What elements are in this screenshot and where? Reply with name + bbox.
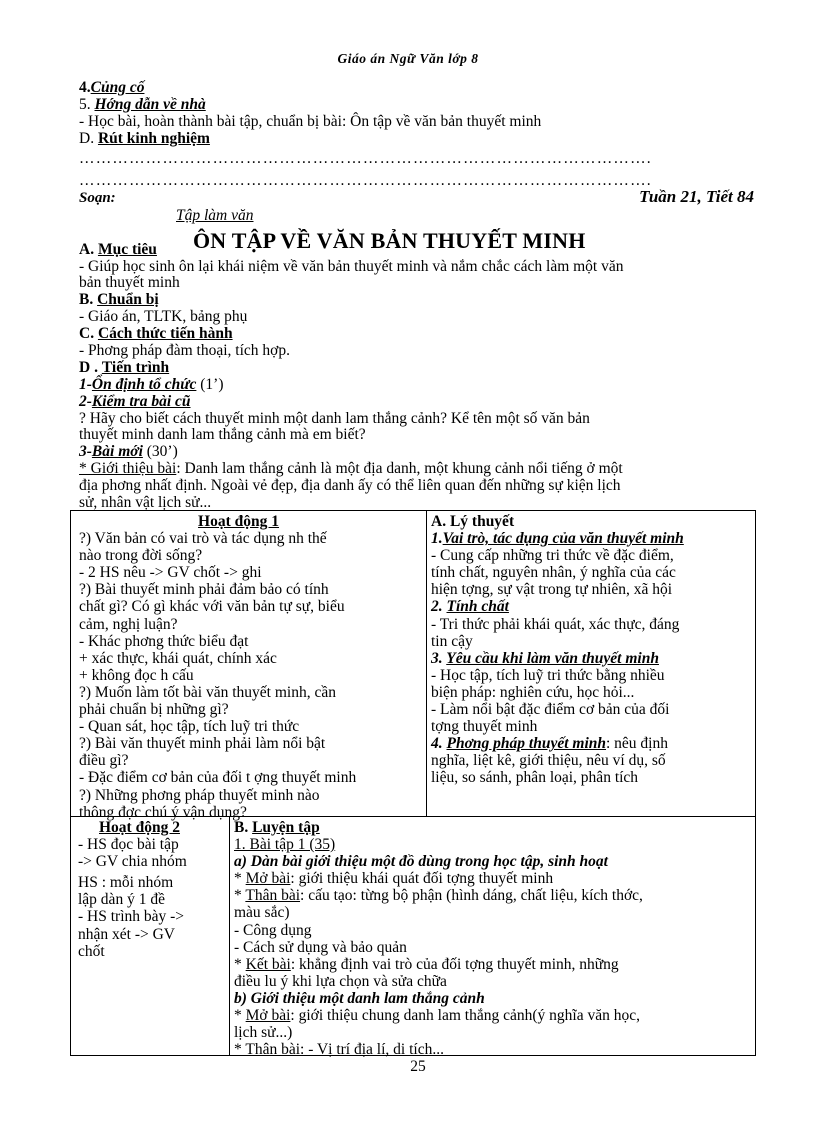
activity-1-line: ?) Muốn làm tốt bài văn thuyết minh, cần <box>79 683 336 701</box>
activity-1-line: + xác thực, khái quát, chính xác <box>79 649 277 667</box>
soan-label: Soạn: <box>79 190 116 206</box>
objective-c: C. Cách thức tiến hành <box>79 325 233 342</box>
activity-1-line: nào trong đời sống? <box>79 547 203 565</box>
step-2: 2-Kiểm tra bài cũ <box>79 393 191 410</box>
step-2-question: ? Hãy cho biết cách thuyết minh một danh lam thắng cảnh? Kể tên một số văn bản <box>79 410 590 427</box>
activity-1-line: phải chuẩn bị những gì? <box>79 701 229 719</box>
theory-line: - Tri thức phải khái quát, xác thực, đáng <box>431 615 680 633</box>
activity-1-line: ?) Bài thuyết minh phải đảm bảo có tính <box>79 581 329 599</box>
intro-text-3: sử, nhân vật lịch sử... <box>79 494 212 511</box>
step-2-question-2: thuyết minh danh lam thắng cảnh mà em biết? <box>79 426 366 443</box>
activity-1-heading: Hoạt động 1 <box>198 513 279 530</box>
theory-line: tợng thuyết minh <box>431 718 538 736</box>
activity-1-line: thông đợc chú ý vận dụng? <box>79 803 247 821</box>
objective-c-text: - Phơng pháp đàm thoại, tích hợp. <box>79 342 290 359</box>
theory-heading: A. Lý thuyết <box>431 513 515 530</box>
activity-2-cell <box>70 816 230 1056</box>
objective-a-text: - Giúp học sinh ôn lại khái niệm về văn bản thuyết minh và nắm chắc cách làm một văn <box>79 258 624 275</box>
page-title: ÔN TẬP VỀ VĂN BẢN THUYẾT MINH <box>193 228 586 253</box>
step-3: 3-Bài mới (30’) <box>79 443 178 460</box>
dotted-line-2: …………………………………………………………………………………………. <box>79 172 652 189</box>
objective-b: B. Chuẩn bị <box>79 291 159 308</box>
theory-line: tin cậy <box>431 632 473 650</box>
activity-2-line: lập dàn ý 1 đề <box>78 891 165 909</box>
theory-cell: A. Lý thuyết 1.Vai trò, tác dụng của văn thuyết minh - Cung cấp những tri thức về đặc điểm, tính chất, nguyên nhân, ý nghĩa của các hiện tợng, sự vật trong tự nhiên, xã hội 2. Tính chất - Tri thức phải khái quát, xác thực, đáng tin cậy 3. Yêu cầu khi làm văn thuyết minh - Học tập, tích luỹ tri thức bằng nhiều biện pháp: nghiên cứu, học hỏi... - Làm nổi bật đặc điểm cơ bản của đối tợng thuyết minh 4. Phơng pháp thuyết minh: nêu định nghĩa, liệt kê, giới thiệu, nêu ví dụ, số liệu, so sánh, phân loại, phân tích <box>426 510 756 817</box>
activity-1-line: điều gì? <box>79 752 129 770</box>
theory-line: biện pháp: nghiên cứu, học hỏi... <box>431 683 635 701</box>
activity-2-line: HS : mỗi nhóm <box>78 874 174 892</box>
practice-line: - Công dụng <box>234 921 312 939</box>
practice-line: điều lu ý khi lựa chọn và sửa chữa <box>234 972 447 990</box>
activity-1-line: cảm, nghị luận? <box>79 615 178 633</box>
activity-1-line: - 2 HS nêu -> GV chốt -> ghi <box>79 564 262 582</box>
theory-subheading-2: Tính chất <box>446 598 509 616</box>
step-1: 1-Ổn định tổ chức (1’) <box>79 376 224 393</box>
theory-line: - Cung cấp những tri thức về đặc điểm, <box>431 547 674 565</box>
section-d: D. Rút kinh nghiệm <box>79 130 210 147</box>
section-5: 5. Hớng dẫn về nhà <box>79 96 206 113</box>
activity-2-heading: Hoạt động 2 <box>99 819 180 836</box>
exercise-1: 1. Bài tập 1 (35) <box>234 836 336 854</box>
theory-subheading-1: Vai trò, tác dụng của văn thuyết minh <box>442 530 684 548</box>
activity-1-line: - Khác phơng thức biểu đạt <box>79 632 249 650</box>
activity-2-line: - HS trình bày -> <box>78 908 185 926</box>
dotted-line-1: …………………………………………………………………………………………. <box>79 150 652 167</box>
theory-line: - Làm nổi bật đặc điểm cơ bản của đối <box>431 701 670 719</box>
practice-line: màu sắc) <box>234 904 290 922</box>
theory-line: - Học tập, tích luỹ tri thức bằng nhiều <box>431 666 665 684</box>
section-5-label: Hớng dẫn về nhà <box>94 96 206 113</box>
objective-a-text-2: bản thuyết minh <box>79 274 180 291</box>
activity-1-line: chất gì? Có gì khác với văn bản tự sự, biểu <box>79 598 345 616</box>
objective-d: D . Tiến trình <box>79 359 170 376</box>
theory-line: tính chất, nguyên nhân, ý nghĩa của các <box>431 564 676 582</box>
practice-heading: Luyện tập <box>252 819 320 836</box>
section-d-label: Rút kinh nghiệm <box>97 130 210 147</box>
intro-text: * Giới thiệu bài: Danh lam thắng cảnh là một địa danh, một khung cảnh nổi tiếng ở một <box>79 460 623 477</box>
theory-subheading-3: Yêu cầu khi làm văn thuyết minh <box>446 649 659 667</box>
page-number: 25 <box>410 1058 426 1075</box>
practice-cell: B. Luyện tập 1. Bài tập 1 (35) a) Dàn bài giới thiệu một đồ dùng trong học tập, sinh hoạt * Mở bài: giới thiệu khái quát đối tợng thuyết minh * Thân bài: cấu tạo: từng bộ phận (hình dáng, chất liệu, kích thớc, màu sắc) - Công dụng - Cách sử dụng và bảo quản * Kết bài: khẳng định vai trò của đối tợng thuyết minh, những điều lu ý khi lựa chọn và sửa chữa b) Giới thiệu một danh lam thắng cảnh * Mở bài: giới thiệu chung danh lam thắng cảnh(ý nghĩa văn học, lịch sử...) * Thân bài: - Vị trí địa lí, di tích... <box>229 816 756 1056</box>
section-4-label: Củng cố <box>90 79 145 96</box>
theory-subheading-4: Phơng pháp thuyết minh <box>446 735 606 753</box>
activity-1-line: ?) Bài văn thuyết minh phải làm nổi bật <box>79 735 326 753</box>
activity-2-line: - HS đọc bài tập <box>78 836 179 854</box>
theory-line: liệu, so sánh, phân loại, phân tích <box>431 769 639 787</box>
section-5-text: - Học bài, hoàn thành bài tập, chuẩn bị bài: Ôn tập về văn bản thuyết minh <box>79 113 542 130</box>
activity-2-line: -> GV chia nhóm <box>78 853 187 871</box>
activity-1-line: ?) Những phơng pháp thuyết minh nào <box>79 786 320 804</box>
activity-2-line: chốt <box>78 942 105 960</box>
activity-1-line: ?) Văn bản có vai trò và tác dụng nh thế <box>79 530 327 548</box>
objective-b-text: - Giáo án, TLTK, bảng phụ <box>79 308 248 325</box>
theory-line: hiện tợng, sự vật trong tự nhiên, xã hội <box>431 581 673 599</box>
practice-line: - Cách sử dụng và bảo quản <box>234 938 407 956</box>
activity-1-cell <box>70 510 427 821</box>
activity-1-line: - Đặc điểm cơ bản của đối t ợng thuyết minh <box>79 769 357 787</box>
theory-line: nghĩa, liệt kê, giới thiệu, nêu ví dụ, số <box>431 752 666 770</box>
exercise-b-title: b) Giới thiệu một danh lam thắng cảnh <box>234 989 485 1007</box>
week-label: Tuần 21, Tiết 84 <box>639 187 754 206</box>
intro-text-2: địa phơng nhất định. Ngoài vẻ đẹp, địa danh ấy có thể liên quan đến những sự kiện lịch <box>79 477 621 494</box>
activity-2-line: nhận xét -> GV <box>78 925 175 943</box>
exercise-a-title: a) Dàn bài giới thiệu một đồ dùng trong học tập, sinh hoạt <box>234 853 608 871</box>
activity-1-line: + không đọc h cấu <box>79 666 194 684</box>
objective-a: A. Mục tiêu <box>79 241 157 258</box>
subject-label: Tập làm văn <box>176 207 254 224</box>
activity-1-line: - Quan sát, học tập, tích luỹ tri thức <box>79 718 300 736</box>
document-header: Giáo án Ngữ Văn lớp 8 <box>337 51 479 66</box>
practice-line: lịch sử...) <box>234 1024 293 1042</box>
section-4: 4.Củng cố <box>79 79 145 96</box>
